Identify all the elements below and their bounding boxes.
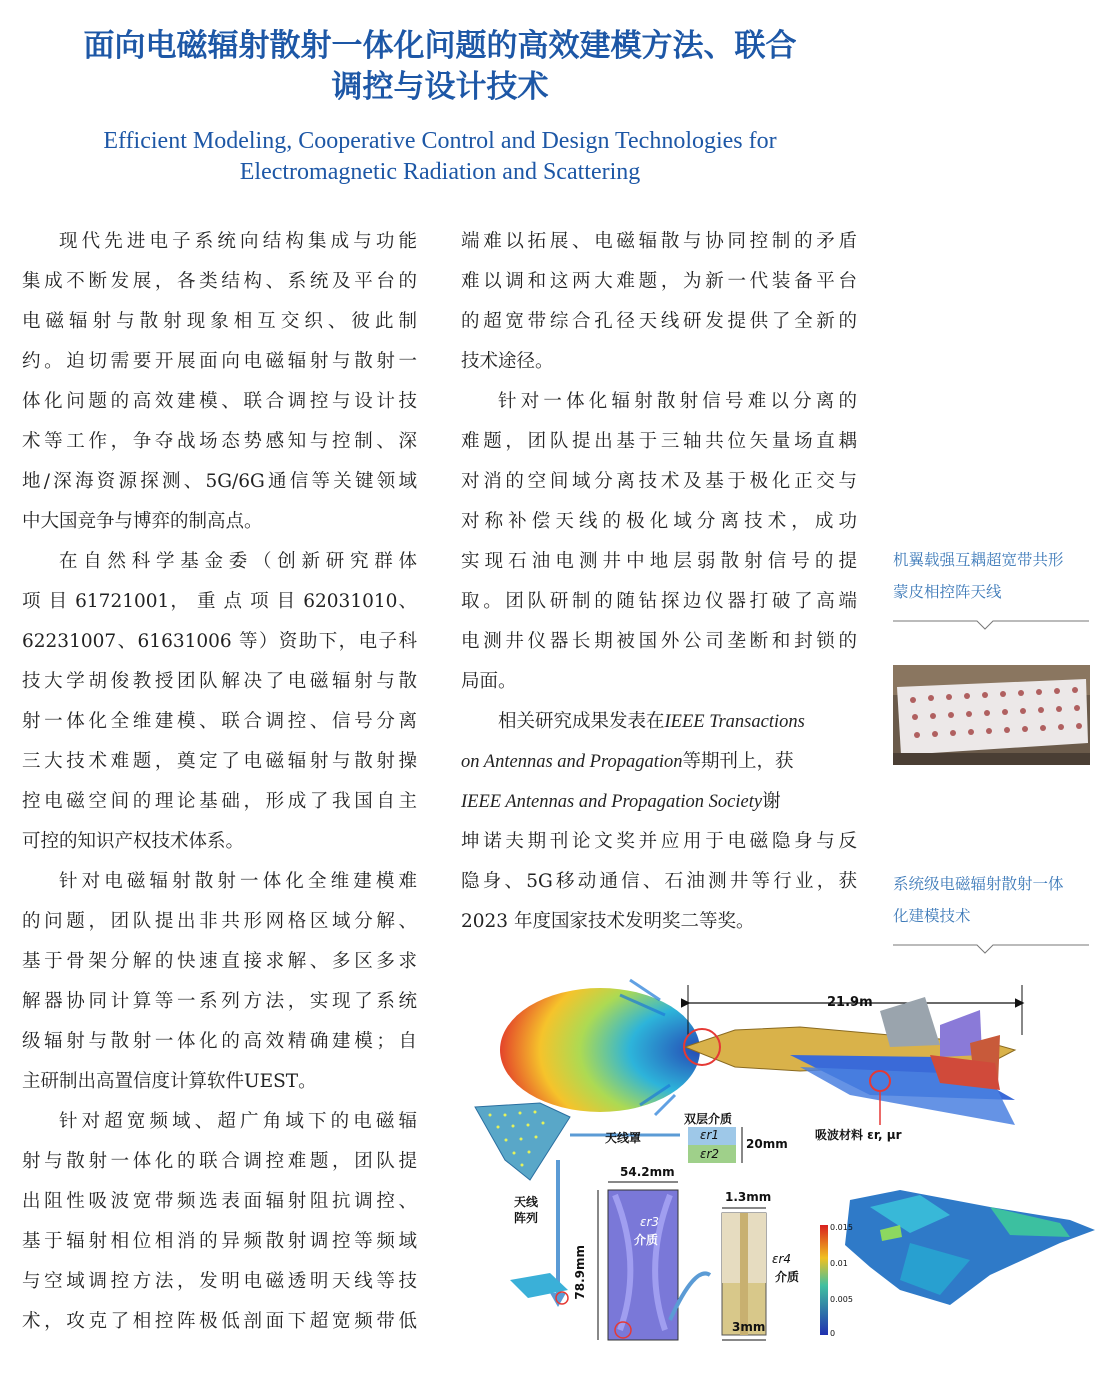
journal-name: IEEE Transactions — [664, 712, 805, 732]
text-line: 取。团队研制的随钻探边仪器打破了高端 — [461, 591, 857, 612]
text-line: 集成不断发展，各类结构、系统及平台的 — [22, 271, 417, 292]
text-line: 现代先进电子系统向结构集成与功能 — [59, 231, 417, 252]
figure-graphics — [470, 975, 1100, 1350]
caption-line: 蒙皮相控阵天线 — [893, 583, 1002, 601]
text-line: 坤诺夫期刊论文奖并应用于电磁隐身与反 — [461, 831, 857, 852]
height-label: 78.9mm — [573, 1245, 587, 1300]
er4-label: εr4 — [772, 1252, 792, 1266]
text-line: 项 目 61721001， 重 点 项 目 62031010、 — [22, 591, 417, 612]
text-line: 与空域调控方法，发明电磁透明天线等技 — [22, 1271, 417, 1292]
text-line: 体化问题的高效建模、联合调控与设计技 — [22, 391, 417, 412]
text-line: 基于辐射相位相消的异频散射调控等频域 — [22, 1231, 417, 1252]
text-line: 射与散射一体化的联合调控难题，团队提 — [22, 1151, 417, 1172]
text-line: 针对超宽频域、超广角域下的电磁辐 — [59, 1111, 417, 1132]
text-line: 基于骨架分解的快速直接求解、多区多求 — [22, 951, 417, 972]
text-line: 三大技术难题，奠定了电磁辐射与散射操 — [22, 751, 417, 772]
text-line: 局面。 — [461, 671, 517, 692]
text-span: 等期刊上，获 — [682, 751, 794, 772]
text-line: 解器协同计算等一系列方法，实现了系统 — [22, 991, 417, 1012]
text-line: 在自然科学基金委（创新研究群体 — [59, 551, 417, 572]
text-line: 地/深海资源探测、5G/6G通信等关键领域 — [22, 471, 417, 492]
er2-label: εr2 — [700, 1147, 720, 1161]
caption-line: 机翼载强互耦超宽带共形 — [893, 551, 1064, 569]
text-line: 针对电磁辐射散射一体化全维建模难 — [59, 871, 417, 892]
text-line: 术，攻克了相控阵极低剖面下超宽频带低 — [22, 1311, 417, 1332]
right-column — [461, 222, 857, 942]
text-line: 中大国竞争与博弈的制高点。 — [22, 511, 263, 532]
text-line: 对消的空间域分离技术及基于极化正交与 — [461, 471, 857, 492]
text-line: 的超宽带综合孔径天线研发提供了全新的 — [461, 311, 857, 332]
sidebar-caption-1 — [893, 544, 1091, 608]
caption-line: 化建模技术 — [893, 907, 971, 925]
array-label-line1: 天线 — [514, 1195, 539, 1209]
page-title-en-line1: Efficient Modeling, Cooperative Control and Design Technologies for — [103, 128, 777, 154]
text-line: 可控的知识产权技术体系。 — [22, 831, 245, 852]
text-line — [461, 742, 857, 782]
text-line: 控电磁空间的理论基础，形成了我国自主 — [22, 791, 417, 812]
left-column — [22, 222, 417, 1342]
journal-name: on Antennas and Propagation — [461, 752, 683, 772]
text-line: 主研制出高置信度计算软件UEST。 — [22, 1071, 317, 1092]
medium-label: 介质 — [634, 1233, 659, 1247]
caption-divider — [893, 618, 1089, 632]
length-label: 21.9m — [827, 995, 873, 1010]
dim-label-3: 3mm — [732, 1320, 766, 1334]
page-title-cn-line1: 面向电磁辐射散射一体化问题的高效建模方法、联合 — [83, 28, 797, 64]
medium-label-2: 介质 — [775, 1270, 800, 1284]
text-line: 对称补偿天线的极化域分离技术，成功 — [461, 511, 857, 532]
text-line: 射一体化全维建模、联合调控、信号分离 — [22, 711, 417, 732]
absorber-label: 吸波材料 εr, μr — [815, 1128, 902, 1142]
text-line — [461, 782, 857, 822]
sidebar-caption-2 — [893, 868, 1091, 932]
width-label: 54.2mm — [620, 1165, 675, 1179]
colorbar — [820, 1225, 828, 1335]
caption-divider — [893, 942, 1089, 956]
colorbar-tick: 0.015 — [830, 1223, 853, 1232]
text-line: 术等工作，争夺战场态势感知与控制、深 — [22, 431, 417, 452]
text-line: 端难以拓展、电磁辐散与协同控制的矛盾 — [461, 231, 857, 252]
text-span: 相关研究成果发表在 — [498, 711, 665, 732]
caption-line: 系统级电磁辐射散射一体 — [893, 875, 1064, 893]
er1-label: εr1 — [700, 1128, 720, 1142]
text-span: 谢 — [762, 791, 781, 812]
radome-label: 天线罩 — [605, 1131, 642, 1145]
current-distribution-aircraft — [845, 1190, 1095, 1305]
wing-antenna-photo — [893, 665, 1090, 765]
text-line: 约。迫切需要开展面向电磁辐射与散射一 — [22, 351, 417, 372]
colorbar-tick: 0.01 — [830, 1259, 848, 1268]
text-line: 电磁辐射与散射现象相互交织、彼此制 — [22, 311, 417, 332]
thickness-label: 20mm — [746, 1137, 788, 1151]
dim-label-1-3: 1.3mm — [725, 1190, 772, 1204]
page-title-cn-line2: 调控与设计技术 — [331, 69, 549, 105]
text-line: 技术途径。 — [461, 351, 554, 372]
text-line: 隐身、5G移动通信、石油测井等行业，获 — [461, 871, 857, 892]
text-line: 62231007、61631006 等）资助下，电子科 — [22, 631, 417, 652]
text-line: 级辐射与散射一体化的高效精确建模；自 — [22, 1031, 417, 1052]
text-line: 难以调和这两大难题，为新一代装备平台 — [461, 271, 857, 292]
aircraft-model — [685, 997, 1015, 1125]
text-line: 出阻性吸波宽带频选表面辐射阻抗调控、 — [22, 1191, 417, 1212]
text-line: 实现石油电测井中地层弱散射信号的提 — [461, 551, 857, 572]
text-line: 针对一体化辐射散射信号难以分离的 — [498, 391, 857, 412]
text-line: 难题，团队提出基于三轴共位矢量场直耦 — [461, 431, 857, 452]
page-title-en-line2: Electromagnetic Radiation and Scattering — [239, 159, 641, 185]
society-name: IEEE Antennas and Propagation Society — [461, 792, 763, 812]
modeling-figure — [470, 975, 1100, 1350]
array-label-line2: 阵列 — [514, 1211, 539, 1225]
text-line: 技大学胡俊教授团队解决了电磁辐射与散 — [22, 671, 417, 692]
text-line — [461, 702, 857, 742]
text-line: 2023 年度国家技术发明奖二等奖。 — [461, 911, 755, 932]
er3-label: εr3 — [640, 1215, 660, 1229]
radiation-pattern — [500, 988, 700, 1112]
colorbar-tick: 0 — [830, 1329, 836, 1338]
text-line: 电测井仪器长期被国外公司垄断和封锁的 — [461, 631, 857, 652]
text-line: 的问题，团队提出非共形网格区域分解、 — [22, 911, 417, 932]
double-layer-label: 双层介质 — [684, 1112, 733, 1126]
colorbar-tick: 0.005 — [830, 1295, 853, 1304]
